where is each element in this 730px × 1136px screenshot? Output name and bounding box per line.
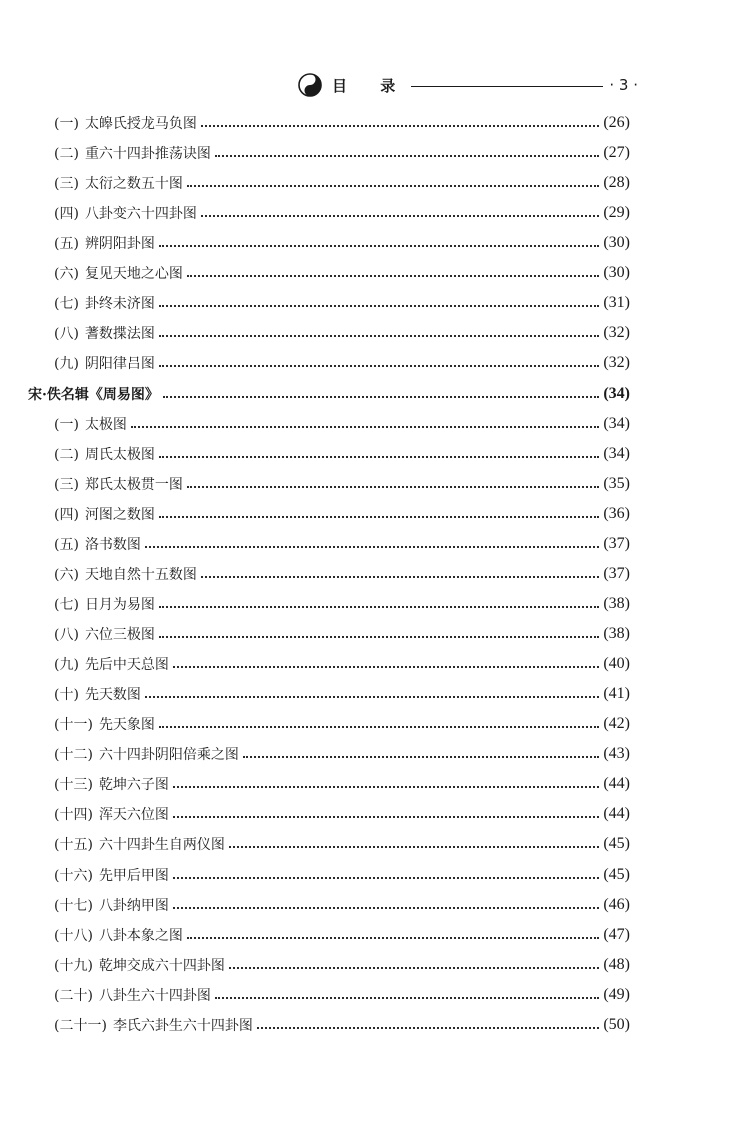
toc-entry-title: 蓍数揲法图 bbox=[84, 326, 155, 343]
toc-entry-title: 八卦变六十四卦图 bbox=[84, 206, 197, 223]
toc-entry-page: (40) bbox=[603, 655, 630, 673]
toc-entry bbox=[54, 592, 630, 616]
toc-entry bbox=[54, 201, 630, 225]
toc-entry-number: (十八) bbox=[54, 927, 93, 944]
toc-entry-number: (二十一) bbox=[54, 1017, 107, 1034]
toc-entry-page: (34) bbox=[603, 414, 630, 432]
toc-entry-title: 八卦本象之图 bbox=[98, 927, 183, 944]
toc-entry bbox=[54, 863, 630, 887]
toc-entry-title: 辨阴阳卦图 bbox=[84, 236, 155, 253]
toc-entry-page: (38) bbox=[603, 594, 630, 612]
toc-entry-number: (四) bbox=[54, 206, 79, 223]
dot-leader bbox=[201, 215, 599, 217]
toc-entry bbox=[54, 832, 630, 856]
dot-leader bbox=[159, 606, 599, 608]
header-title: 目 录 bbox=[332, 76, 410, 95]
toc-entry-number: (十四) bbox=[54, 807, 93, 824]
toc-entry-number: (十三) bbox=[54, 777, 93, 794]
toc-entry-number: (八) bbox=[54, 627, 79, 644]
dot-leader bbox=[159, 726, 599, 728]
toc-entry-title: 卦终未济图 bbox=[84, 296, 155, 313]
toc-entry-title: 河图之数图 bbox=[84, 506, 155, 523]
toc-entry bbox=[54, 652, 630, 676]
toc-entry-title: 浑天六位图 bbox=[98, 807, 169, 824]
dot-leader bbox=[163, 396, 599, 398]
toc-entry-page: (46) bbox=[603, 895, 630, 913]
toc-entry-number: (十六) bbox=[54, 867, 93, 884]
dot-leader bbox=[159, 456, 599, 458]
toc-entry-title: 李氏六卦生六十四卦图 bbox=[112, 1017, 253, 1034]
toc-entry-page: (34) bbox=[603, 384, 630, 402]
toc-entry-page: (42) bbox=[603, 715, 630, 733]
header-page-number: · 3 · bbox=[609, 76, 638, 94]
toc-entry-number: (十一) bbox=[54, 717, 93, 734]
dot-leader bbox=[173, 786, 599, 788]
toc-entry-title: 乾坤六子图 bbox=[98, 777, 169, 794]
toc-entry-title: 阴阳律吕图 bbox=[84, 356, 155, 373]
toc-entry-number: (二十) bbox=[54, 987, 93, 1004]
dot-leader bbox=[201, 125, 599, 127]
toc-entry-title: 先后中天总图 bbox=[84, 657, 169, 674]
toc-entry-page: (45) bbox=[603, 835, 630, 853]
dot-leader bbox=[159, 636, 599, 638]
toc-entry bbox=[54, 171, 630, 195]
toc-entry-number: (二) bbox=[54, 146, 79, 163]
toc-entry bbox=[54, 111, 630, 135]
dot-leader bbox=[173, 907, 599, 909]
toc-entry-number: (八) bbox=[54, 326, 79, 343]
dot-leader bbox=[159, 305, 599, 307]
toc-entry-title: 洛书数图 bbox=[84, 536, 141, 553]
toc-entry-title: 六十四卦生自两仪图 bbox=[98, 837, 225, 854]
toc-entry-number: (一) bbox=[54, 416, 79, 433]
dot-leader bbox=[145, 696, 599, 698]
toc-entry-number: (四) bbox=[54, 506, 79, 523]
dot-leader bbox=[187, 486, 599, 488]
toc-entry-title: 先天数图 bbox=[84, 687, 141, 704]
toc-entry-page: (50) bbox=[603, 1015, 630, 1033]
toc-entry-number: (六) bbox=[54, 566, 79, 583]
toc-entry-title: 先天象图 bbox=[98, 717, 155, 734]
toc-entry bbox=[54, 231, 630, 255]
dot-leader bbox=[201, 576, 599, 578]
toc-entry bbox=[54, 953, 630, 977]
toc-entry-page: (31) bbox=[603, 294, 630, 312]
toc-entry-title: 周氏太极图 bbox=[84, 446, 155, 463]
toc-entry-title: 太极图 bbox=[84, 416, 127, 433]
toc-entry-number: (九) bbox=[54, 657, 79, 674]
toc-entry-page: (48) bbox=[603, 955, 630, 973]
dot-leader bbox=[173, 816, 599, 818]
toc-entry-page: (37) bbox=[603, 564, 630, 582]
toc-entry bbox=[54, 141, 630, 165]
toc-entry-number: (十九) bbox=[54, 957, 93, 974]
toc-entry-title: 复见天地之心图 bbox=[84, 266, 183, 283]
toc-entry-number: (三) bbox=[54, 476, 79, 493]
toc-entry bbox=[54, 1013, 630, 1037]
toc-entry-page: (43) bbox=[603, 745, 630, 763]
dot-leader bbox=[187, 937, 599, 939]
toc-entry-title: 八卦生六十四卦图 bbox=[98, 987, 211, 1004]
toc-entry bbox=[54, 472, 630, 496]
dot-leader bbox=[215, 997, 599, 999]
dot-leader bbox=[173, 877, 599, 879]
toc-entry-number: (五) bbox=[54, 536, 79, 553]
toc-entry-page: (29) bbox=[603, 204, 630, 222]
toc-entry bbox=[54, 412, 630, 436]
toc-entry-number: (五) bbox=[54, 236, 79, 253]
toc-entry bbox=[54, 682, 630, 706]
dot-leader bbox=[159, 365, 599, 367]
toc-entry-number: (六) bbox=[54, 266, 79, 283]
page-header bbox=[298, 70, 638, 100]
toc-entry-page: (44) bbox=[603, 805, 630, 823]
yin-yang-icon bbox=[298, 73, 322, 97]
toc-entry-number: (十七) bbox=[54, 897, 93, 914]
toc-entry-page: (44) bbox=[603, 775, 630, 793]
toc-entry bbox=[54, 321, 630, 345]
toc-entry-page: (35) bbox=[603, 474, 630, 492]
toc-entry-title: 太皞氏授龙马负图 bbox=[84, 116, 197, 132]
toc-entry-title: 六十四卦阴阳倍乘之图 bbox=[98, 747, 239, 764]
toc-entry-title: 宋·佚名辑《周易图》 bbox=[28, 386, 159, 403]
toc-entry-page: (32) bbox=[603, 324, 630, 342]
dot-leader bbox=[159, 516, 599, 518]
toc-entry bbox=[54, 442, 630, 466]
toc-entry-number: (七) bbox=[54, 296, 79, 313]
dot-leader bbox=[173, 666, 599, 668]
toc-entry bbox=[54, 291, 630, 315]
toc-entry-page: (49) bbox=[603, 985, 630, 1003]
toc-entry-number: (七) bbox=[54, 596, 79, 613]
toc-entry-page: (36) bbox=[603, 504, 630, 522]
toc-entry bbox=[54, 502, 630, 526]
dot-leader bbox=[229, 846, 599, 848]
toc-entry-number: (十二) bbox=[54, 747, 93, 764]
toc-entry-title: 郑氏太极贯一图 bbox=[84, 476, 183, 493]
toc-entry-number: (九) bbox=[54, 356, 79, 373]
toc-entry-number: (三) bbox=[54, 176, 79, 193]
toc-entry bbox=[54, 893, 630, 917]
toc-entry bbox=[54, 772, 630, 796]
dot-leader bbox=[145, 546, 599, 548]
toc-entry-page: (38) bbox=[603, 625, 630, 643]
toc-entry-page: (28) bbox=[603, 174, 630, 192]
toc-entry-number: (二) bbox=[54, 446, 79, 463]
dot-leader bbox=[159, 245, 599, 247]
toc-entry-title: 重六十四卦推荡诀图 bbox=[84, 146, 211, 163]
dot-leader bbox=[229, 967, 599, 969]
toc-entry-title: 日月为易图 bbox=[84, 596, 155, 613]
dot-leader bbox=[159, 335, 599, 337]
toc-entry-title: 八卦纳甲图 bbox=[98, 897, 169, 914]
toc-entry bbox=[54, 532, 630, 556]
toc-entry-title: 天地自然十五数图 bbox=[84, 566, 197, 583]
toc-entry-page: (37) bbox=[603, 534, 630, 552]
toc-entry-number: (十) bbox=[54, 687, 79, 704]
toc-entry bbox=[54, 712, 630, 736]
toc-entry-title: 乾坤交成六十四卦图 bbox=[98, 957, 225, 974]
toc-entry bbox=[54, 622, 630, 646]
dot-leader bbox=[131, 426, 599, 428]
toc-entry-page: (26) bbox=[603, 114, 630, 131]
toc-entry-page: (32) bbox=[603, 354, 630, 372]
toc-entry-page: (30) bbox=[603, 264, 630, 282]
toc-entry bbox=[54, 802, 630, 826]
toc-entry-number: (十五) bbox=[54, 837, 93, 854]
toc-entry-page: (27) bbox=[603, 144, 630, 162]
toc-entry bbox=[54, 983, 630, 1007]
toc-entry-title: 先甲后甲图 bbox=[98, 867, 169, 884]
toc-entry-title: 六位三极图 bbox=[84, 627, 155, 644]
toc-entry bbox=[54, 923, 630, 947]
toc-entry-title: 太衍之数五十图 bbox=[84, 176, 183, 193]
toc-entry-number: (一) bbox=[54, 116, 79, 132]
toc-entry bbox=[54, 261, 630, 285]
toc-entry bbox=[54, 742, 630, 766]
toc-section-heading bbox=[28, 382, 630, 406]
toc-entry-page: (34) bbox=[603, 444, 630, 462]
dot-leader bbox=[187, 275, 599, 277]
toc-entry-page: (45) bbox=[603, 865, 630, 883]
header-rule bbox=[411, 86, 603, 87]
dot-leader bbox=[187, 185, 599, 187]
toc-entry bbox=[54, 351, 630, 375]
toc-entry bbox=[54, 562, 630, 586]
dot-leader bbox=[243, 756, 599, 758]
toc-entry-page: (47) bbox=[603, 925, 630, 943]
dot-leader bbox=[257, 1027, 599, 1029]
toc-entry-page: (41) bbox=[603, 685, 630, 703]
toc-entry-page: (30) bbox=[603, 234, 630, 252]
dot-leader bbox=[215, 155, 599, 157]
